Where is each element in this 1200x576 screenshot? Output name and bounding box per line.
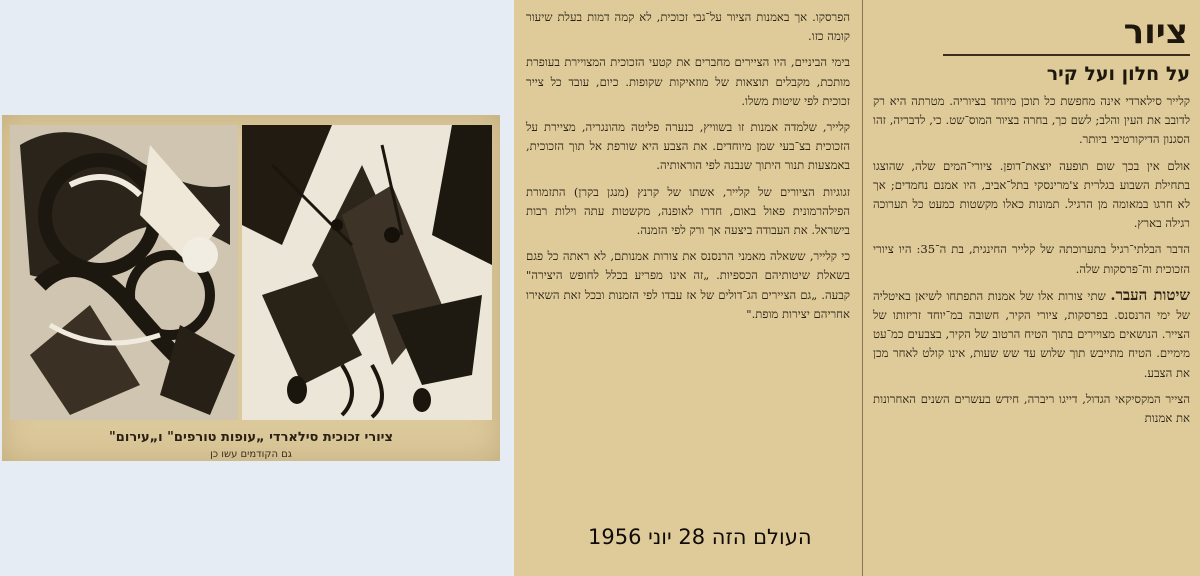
paragraph: הצייר המקסיקאי הגדול, דייגו ריברה, חידש בעשרים השנים האחרונות את אמנות: [873, 391, 1190, 426]
painting-clipping: [2, 115, 500, 461]
paragraph: אולם אין בכך שום תופעה יוצאת־דופן. ציורי־המים שלה, שהוצגו בתחילת השבוע בגלרית צ'מרינסקי בתל־אביב, היו אמנם נחמדים; אך לא חרגו במאומה מן הרגיל. תמונות כאלו מקשטות כמעט כל תערוכה רגילה בארץ.: [873, 158, 1190, 231]
section-lead-text: שתי צורות אלו של אמנות התפתחו לשיאן באיטליה של ימי הרנסנס. בפרסקות, ציורי הקיר, חשובה במ־יוחד זריזותו של הצייר. הנושאים מצויירים בתוך הטיח הרטוב של הקיר, בצבעים כמ־עט מימיים. הטיח מתייבש תוך שלוש עד שש שעות, אינו קולט לאחר מכן את הצבע.: [873, 288, 1190, 380]
paragraph: [873, 286, 1190, 383]
publication-source: העולם הזה 28 יוני 1956: [584, 525, 816, 549]
paragraph: הפרסקו. אך באמנות הציור על־גבי זכוכית, לא קמה דמות בעלת שיעור קומה כזו.: [526, 10, 850, 44]
article-subhead: על חלון ועל קיר: [1046, 63, 1190, 85]
paragraph: זגוגיות הציורים של קלייר, אשתו של קרנץ (מנגן בקרן) התזמורת הפילהרמונית פאול באום, חדרו לאופנה, מקשטות עתה וילות רבות בישראל. את העבודה ביצעה אך ורק לפי הזמנה.: [526, 184, 850, 238]
painting-birds-image: [242, 125, 492, 420]
article-left-column: [516, 0, 860, 576]
article-clipping: [514, 0, 1200, 576]
paragraph: הדבר הבלתי־רגיל בתערוכתה של קלייר החינגית, בת ה־35: היו ציורי הזכוכית וה־פרסקות שלה.: [873, 242, 1190, 276]
paragraph: קלייר, שלמדה אמנות זו בשוויץ, כנערה פליטה מהונגריה, מציירת על הזכוכית בצ־בעי שמן מיוחדים. את הצבע היא שורפת אל תוך הזכוכית, באמצעות תנור היתוך שנבנה לפי הוראותיה.: [526, 120, 850, 173]
article-headline: ציור: [1123, 12, 1188, 52]
figure-credit: גם הקודמים עשו כן: [210, 449, 292, 460]
headline-rule: [943, 54, 1190, 56]
paragraph: בימי הביניים, היו הציירים מחברים את קטעי הזכוכית המצויירת בעופרת מותכת, מקבלים תוצאות של מוזאיקות שקופות. כיום, עובד כל צייר זכוכית לפי שיטות משלו.: [526, 55, 850, 108]
section-lead: שיטות העבר.: [1110, 285, 1190, 304]
paragraph: קלייר סילארדי אינה מחפשת כל תוכן מיוחד בציוריה. מטרתה היא רק לדובב את העין והלב; לשם כך, בחרה בציור המוס־שט. כי, לדבריה, זהו הסגנון הדיקורטיבי ביותר.: [873, 94, 1190, 147]
painting-nude-image: [10, 125, 238, 420]
painting-nude: [10, 125, 238, 420]
painting-birds-of-prey: [242, 125, 492, 420]
paragraph: כי קלייר, ששאלה מאמני הרנסנס את צורות אמנותם, לא ראתה כל פגם בשאלת שיטותיהם הכספיות. „זה אינו מפריע בכלל לחופש היצירה" קבעה. „גם הציירים הג־דולים של אז עבדו לפי הזמנות ובכל זאת השאירו אחריהם יצירות מופת.": [526, 249, 850, 321]
article-right-column: [862, 0, 1200, 576]
figure-caption: ציורי זכוכית סילארדי „עופות טורפים" ו„עירום": [109, 430, 393, 445]
